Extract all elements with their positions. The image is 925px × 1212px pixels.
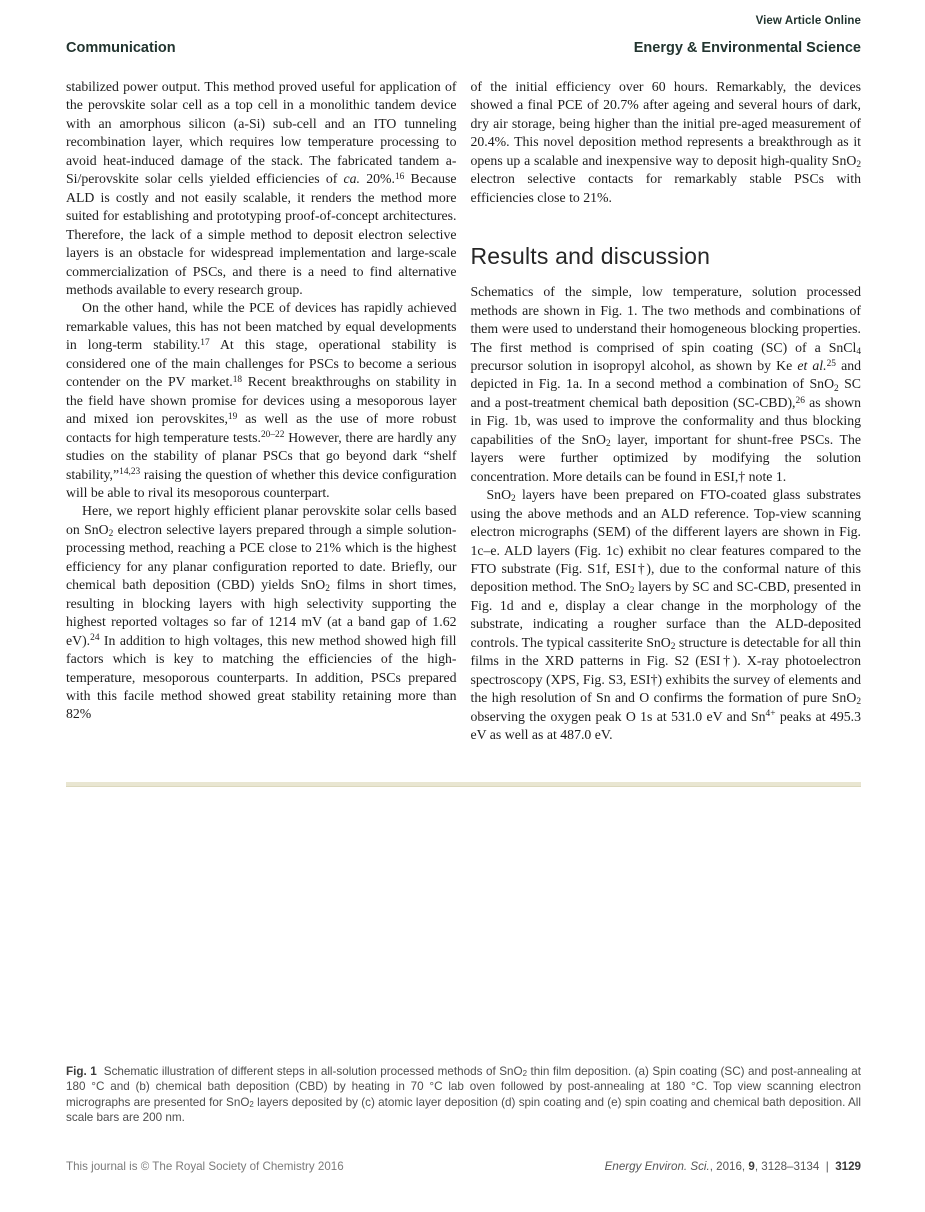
section-heading-results: Results and discussion: [470, 243, 711, 270]
section-divider: [66, 782, 861, 787]
paragraph-report: Here, we report highly efficient planar perovskite solar cells based on SnO$_2$ electron selective layers prepared through a simple solution-processing method, reaching a PCE close to 21% which is the highest efficiency for any planar configuration reported to date. Briefly, our chemical bath deposition (CBD) yields SnO$_2$ films in short times, resulting in blocking layers with high selectivity supporting the highest reported voltages so far of 1214 mV (at a band gap of 1.62 eV).$^{24}$ In addition to high voltages, this new method showed high fill factors which is key to matching the efficiencies of the high-temperature, mesoporous counterparts. In addition, PSCs prepared with this facile method showed great stability retaining more than 82%: [66, 503, 457, 722]
article-type-label: Communication: [66, 40, 176, 56]
right-column: [471, 78, 862, 774]
paragraph-intro-continued: of the initial efficiency over 60 hours. Remarkably, the devices showed a final PCE of 20.7% after ageing and several hours of dark, dry air storage, being higher than the initial pre-aged measurement of 20.4%. This novel deposition method represents a breakthrough as it opens up a scalable and inexpensive way to deposit high-quality SnO$_2$ electron selective contacts for remarkably stable PSCs with efficiencies close to 21%.: [470, 79, 861, 205]
figure-1-caption: Fig. 1 Schematic illustration of different steps in all-solution processed methods of SnO$_2$ thin film deposition. (a) Spin coating (SC) and post-annealing at 180 °C and (b) chemical bath deposition (CBD) by heating in 70 °C lab oven followed by post-annealing at 180 °C. Top view scanning electron micrographs are presented for SnO$_2$ layers deposited by (c) atomic layer deposition (d) spin coating and (e) spin coating and chemical bath deposition. All scale bars are 200 nm.: [66, 1064, 861, 1125]
view-article-online-link[interactable]: View Article Online: [755, 15, 861, 27]
page-footer: [66, 1160, 861, 1173]
page-header: [66, 40, 861, 56]
citation-and-page-number: Energy Environ. Sci., 2016, 9, 3128–3134 | 3129: [604, 1160, 861, 1173]
left-column: [66, 78, 457, 774]
paragraph-schematics: Schematics of the simple, low temperature, solution processed methods are shown in Fig. 1. The two methods and combinations of them were used to understand their homogeneous blocking properties. The first method is comprised of spin coating (SC) of a SnCl$_4$ precursor solution in isopropyl alcohol, as shown by Ke et al.$^{25}$ and depicted in Fig. 1a. In a second method a combination of SnO$_2$ SC and a post-treatment chemical bath deposition (SC-CBD),$^{26}$ as shown in Fig. 1b, was used to improve the conformality and thus blocking capabilities of the SnO$_2$ layer, important for shunt-free PSCs. The layers were further optimized by modifying the solution concentration. More details can be found in ESI,† note 1.: [470, 284, 861, 484]
copyright-notice: This journal is © The Royal Society of Chemistry 2016: [66, 1160, 344, 1173]
journal-name-label: Energy & Environmental Science: [633, 40, 861, 56]
article-body: [66, 78, 861, 774]
paragraph-stability: On the other hand, while the PCE of devices has rapidly achieved remarkable values, this has not been matched by equal developments in long-term stability.$^{17}$ At this stage, operational stability is considered one of the main challenges for PSCs to become a serious contender on the PV market.$^{18}$ Recent breakthroughs on stability in the field have shown promise for devices using a mesoporous layer and mixed ion perovskites,$^{19}$ as well as the use of more robust contacts for high temperature tests.$^{20-22}$ However, there are hardly any studies on the stability of planar PSCs that go beyond dark “shelf stability,”$^{14,23}$ raising the question of whether this device configuration will be able to rival its mesoporous counterpart.: [66, 300, 457, 500]
paragraph-sno2-layers: SnO$_2$ layers have been prepared on FTO-coated glass substrates using the above methods and an ALD reference. Top-view scanning electron micrographs (SEM) of the different layers are shown in Fig. 1c–e. ALD layers (Fig. 1c) exhibit no clear features compared to the FTO substrate (Fig. S1f, ESI†), due to the conformal nature of this deposition method. The SnO$_2$ layers by SC and SC-CBD, presented in Fig. 1d and e, display a clear change in the morphology of the substrate, indicating a rougher surface than the ALD-deposited controls. The typical cassiterite SnO$_2$ structure is detectable for all thin films in the XRD patterns in Fig. S2 (ESI†). X-ray photoelectron spectroscopy (XPS, Fig. S3, ESI†) exhibits the survey of elements and the high resolution of Sn and O confirms the formation of pure SnO$_2$ observing the oxygen peak O 1s at 531.0 eV and $Sn^{4+}$ peaks at 495.3 eV as well as at 487.0 eV.: [470, 487, 861, 743]
paragraph-continuation: stabilized power output. This method proved useful for application of the perovskite solar cell as a top cell in a monolithic tandem device with an amorphous silicon (a-Si) sub-cell and an ITO tunneling recombination layer, which requires low temperature processing to avoid heat-induced damage of the stack. The fabricated tandem a-Si/perovskite solar cells yielded efficiencies of ca. 20%.$^{16}$ Because ALD is costly and not easily scalable, it renders the method more suited for establishing and prototyping proof-of-concept architectures. Therefore, the lack of a simple method to deposit electron selective layers is an obstacle for widespread implementation and large-scale commercialization of PSCs, and there is a need to find alternative methods available to every research group.: [66, 79, 457, 297]
figure-1-image: [66, 790, 861, 1048]
